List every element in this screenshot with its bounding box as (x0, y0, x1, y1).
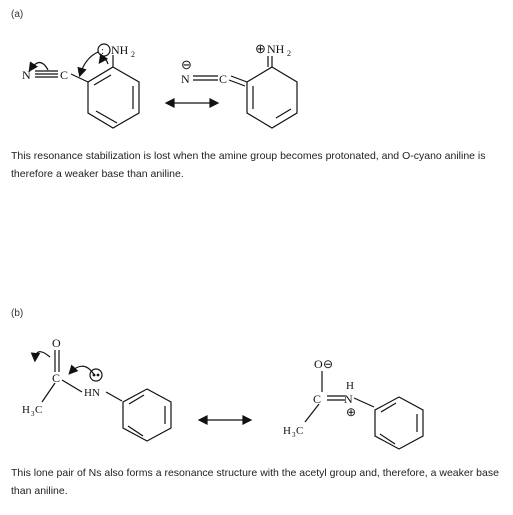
b-left-labels (22, 336, 100, 418)
a-left-amine: NH (111, 43, 129, 57)
a-right-charge-pos: ⊕ (255, 41, 266, 56)
a-right-nitrile-n: N (181, 72, 190, 86)
b-right-nitrogen: N (344, 392, 353, 406)
a-left-arrow-lp (80, 52, 98, 75)
b-right-benzene-ring (375, 397, 423, 449)
a-left-benzene-ring (88, 67, 139, 128)
b-right-methyl-sub: 3 (292, 431, 296, 439)
b-left-arrow-co (35, 352, 50, 360)
part-b-explanation: This lone pair of Ns also forms a resonance structure with the acetyl group and, therefore, a weaker base than aniline. (11, 467, 499, 497)
b-left-structure (35, 350, 171, 441)
a-right-labels (181, 41, 291, 86)
a-left-amine-sub: 2 (131, 50, 135, 59)
a-left-arrow-triple (30, 63, 48, 71)
b-right-methyl-h: H (283, 425, 291, 437)
b-left-methyl-c: C (35, 404, 43, 416)
b-right-carbon: C (313, 392, 322, 406)
b-right-labels (283, 357, 356, 439)
part-a-label: (a) (11, 9, 24, 20)
b-left-carbon: C (52, 371, 61, 385)
a-right-amine: NH (267, 42, 285, 56)
b-right-oxygen: O (314, 357, 323, 371)
b-left-methyl-sub: 3 (31, 410, 35, 418)
b-left-oxygen: O (52, 336, 61, 350)
part-b-label: (b) (11, 308, 24, 319)
a-right-structure (193, 56, 297, 128)
a-right-nitrile-c: C (219, 72, 228, 86)
b-left-amine: HN (84, 387, 100, 399)
b-left-methyl-h: H (22, 404, 30, 416)
a-left-nitrile-n: N (22, 68, 31, 82)
a-resonance-arrow (166, 99, 218, 107)
a-right-amine-sub: 2 (287, 49, 291, 58)
b-right-hydrogen: H (346, 380, 354, 392)
a-left-lone-pair: : (101, 45, 105, 57)
part-a-explanation: This resonance stabilization is lost when the amine group becomes protonated, and O-cyano aniline is therefore a weaker base than aniline. (11, 150, 486, 180)
b-right-methyl-c: C (296, 425, 304, 437)
a-left-arrow-ring (100, 59, 108, 64)
b-left-lone-pair-circle (90, 369, 102, 381)
a-left-nitrile-c: C (60, 68, 69, 82)
b-resonance-arrow (199, 416, 251, 424)
b-left-benzene-ring (123, 389, 171, 441)
a-right-ring (247, 67, 297, 128)
b-right-charge-pos: ⊕ (346, 405, 357, 419)
a-right-charge-neg: ⊖ (181, 57, 192, 72)
b-right-structure (305, 371, 423, 449)
b-right-charge-neg: ⊖ (323, 357, 334, 371)
